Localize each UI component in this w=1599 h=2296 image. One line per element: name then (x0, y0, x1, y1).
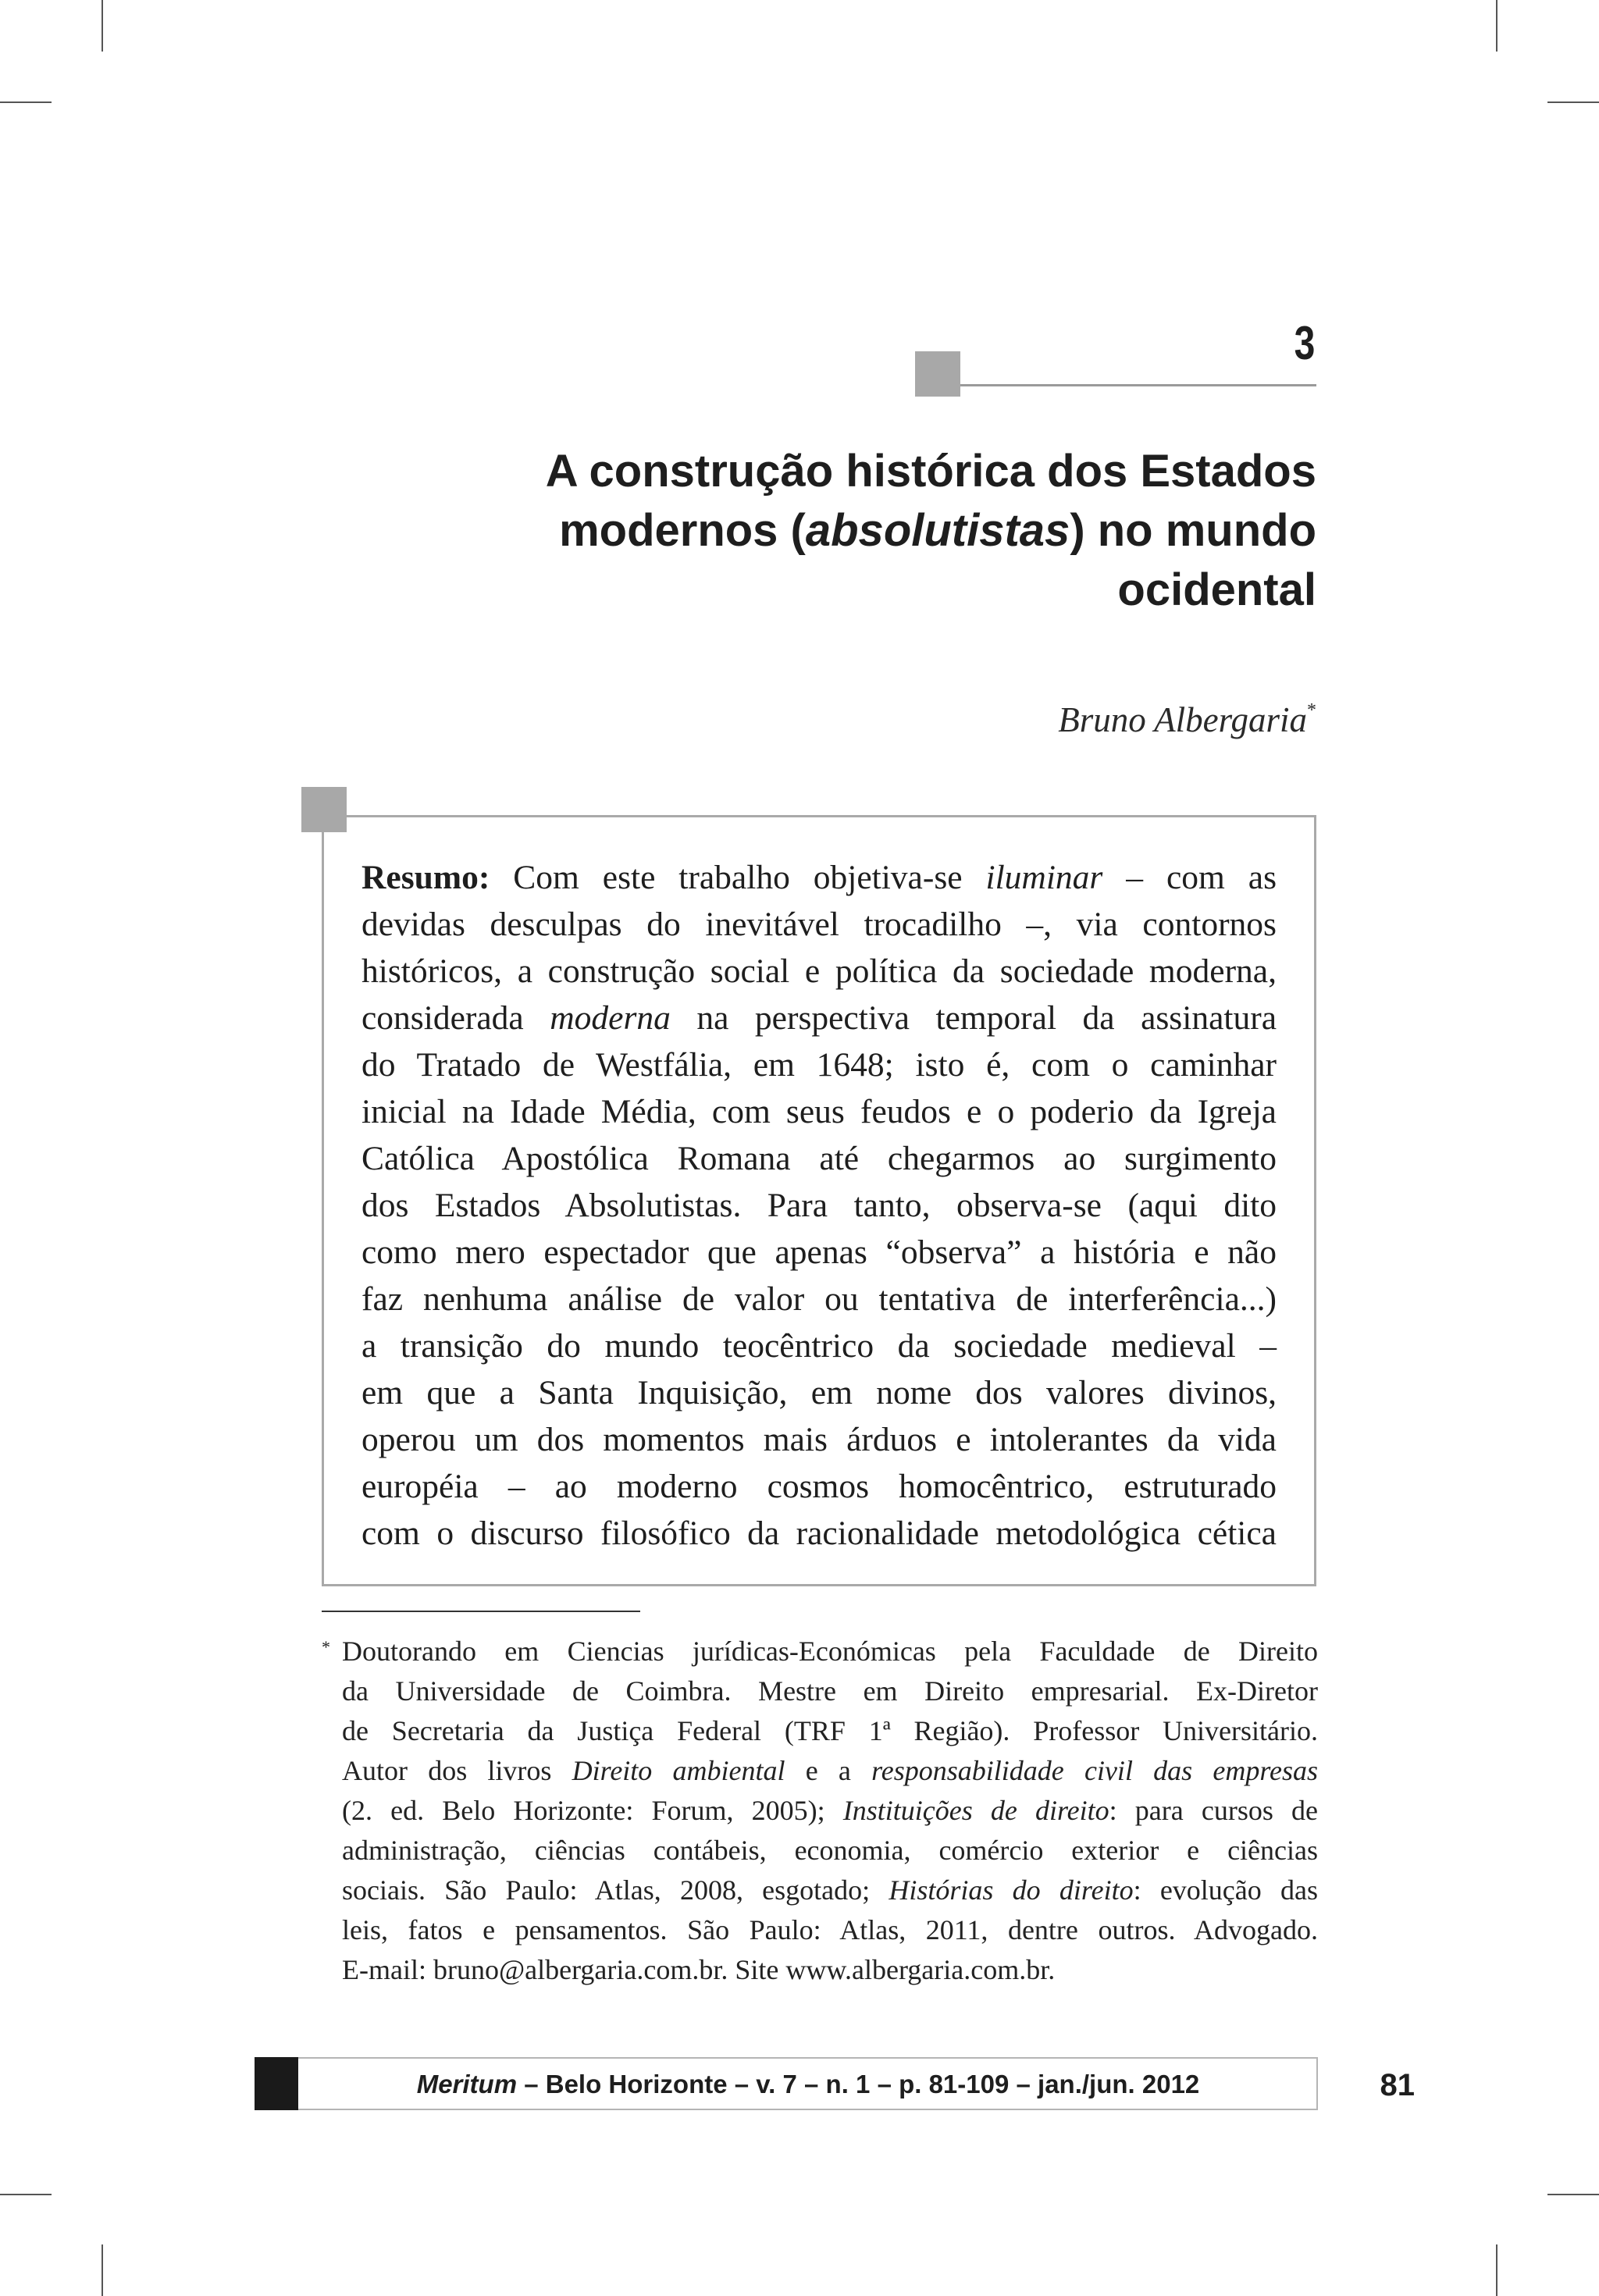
footnote-line: de Secretaria da Justiça Federal (TRF 1ª Região). Professor Universitário. (342, 1715, 1318, 1746)
footnote-rule (322, 1611, 640, 1612)
footnote-line (342, 1791, 1318, 1831)
abstract-line: devidas desculpas do inevitável trocadilho –, via contornos (361, 906, 1277, 943)
footnote-italic: Instituições de direito (842, 1795, 1109, 1826)
title-line: A construção histórica dos Estados (545, 446, 1316, 497)
author-footnote-mark: * (1307, 700, 1316, 721)
chapter-marker-square (915, 351, 960, 397)
abstract-italic: moderna (550, 999, 671, 1037)
footnote-italic: responsabilidade civil das empresas (871, 1755, 1319, 1786)
author-byline (1058, 687, 1316, 743)
footnote-line: E-mail: bruno@albergaria.com.br. Site www.albergaria.com.br. (342, 1954, 1056, 1985)
crop-mark (0, 2194, 52, 2195)
citation-text: – Belo Horizonte – v. 7 – n. 1 – p. 81-109 – jan./jun. 2012 (517, 2070, 1200, 2098)
page-number: 81 (1380, 2068, 1415, 2102)
abstract-line: a transição do mundo teocêntrico da sociedade medieval – (361, 1327, 1277, 1365)
footnote-mark: * (322, 1637, 330, 1657)
abstract-fragment: – com as (1126, 859, 1277, 896)
footnote-line: da Universidade de Coimbra. Mestre em Direito empresarial. Ex-Diretor (342, 1675, 1318, 1707)
footnote-fragment: Autor dos livros (342, 1755, 552, 1786)
abstract-fragment: considerada (361, 999, 524, 1037)
abstract-line: do Tratado de Westfália, em 1648; isto é, com o caminhar (361, 1046, 1277, 1084)
abstract-line: faz nenhuma análise de valor ou tentativa de interferência...) (361, 1280, 1277, 1318)
footnote-line: administração, ciências contábeis, economia, comércio exterior e ciências (342, 1835, 1318, 1866)
title-line (379, 501, 1316, 561)
abstract-line: em que a Santa Inquisição, em nome dos valores divinos, (361, 1374, 1277, 1411)
footnote-line (342, 1871, 1318, 1910)
footnote-line: Doutorando em Ciencias jurídicas-Económicas pela Faculdade de Direito (342, 1636, 1318, 1667)
running-footer (298, 2069, 1318, 2100)
footnote-fragment: : para cursos de (1109, 1795, 1318, 1826)
abstract-fragment: na perspectiva temporal da assinatura (696, 999, 1277, 1037)
crop-mark (1547, 101, 1599, 103)
abstract-line: operou um dos momentos mais árduos e intolerantes da vida (361, 1421, 1277, 1458)
abstract-line: como mero espectador que apenas “observa” a história e não (361, 1233, 1277, 1271)
abstract-italic: iluminar (985, 859, 1103, 896)
abstract-marker-square (301, 787, 347, 832)
footnote-italic: Direito ambiental (572, 1755, 785, 1786)
footnote (322, 1632, 1318, 1990)
abstract-line (361, 854, 1277, 901)
footnote-line (342, 1751, 1318, 1791)
journal-name: Meritum (416, 2070, 518, 2098)
chapter-number: 3 (1294, 317, 1315, 369)
abstract-line (361, 995, 1277, 1041)
title-italic-text: absolutistas (805, 505, 1070, 556)
footnote-line: leis, fatos e pensamentos. São Paulo: Atlas, 2011, dentre outros. Advogado. (342, 1914, 1318, 1945)
chapter-rule (960, 384, 1316, 386)
abstract-line: inicial na Idade Média, com seus feudos e o poderio da Igreja (361, 1093, 1277, 1130)
title-line: ocidental (1117, 564, 1316, 615)
abstract-line: européia – ao moderno cosmos homocêntrico, estruturado (361, 1468, 1277, 1505)
crop-mark (0, 101, 52, 103)
abstract-fragment: Com este trabalho objetiva-se (513, 859, 963, 896)
footnote-fragment: (2. ed. Belo Horizonte: Forum, 2005); (342, 1795, 825, 1826)
title-text: modernos ( (559, 505, 806, 556)
crop-mark (1547, 2194, 1599, 2195)
abstract-line: dos Estados Absolutistas. Para tanto, observa-se (aqui dito (361, 1187, 1277, 1224)
article-title (379, 442, 1316, 620)
footnote-italic: Histórias do direito (889, 1874, 1134, 1906)
abstract-line: com o discurso filosófico da racionalidade metodológica cética (361, 1515, 1277, 1552)
title-text: ) no mundo (1070, 505, 1316, 556)
author-name: Bruno Albergaria (1058, 700, 1307, 739)
abstract-line: Católica Apostólica Romana até chegarmos ao surgimento (361, 1140, 1277, 1177)
crop-mark (101, 2244, 103, 2296)
footnote-fragment: e a (805, 1755, 851, 1786)
abstract-text (361, 854, 1277, 1557)
crop-mark (1496, 2244, 1498, 2296)
footnote-fragment: : evolução das (1133, 1874, 1318, 1906)
footer-block (255, 2057, 298, 2110)
abstract-line: históricos, a construção social e política da sociedade moderna, (361, 952, 1277, 990)
crop-mark (101, 0, 103, 52)
crop-mark (1496, 0, 1498, 52)
footnote-fragment: sociais. São Paulo: Atlas, 2008, esgotado; (342, 1874, 871, 1906)
abstract-label: Resumo: (361, 859, 490, 896)
